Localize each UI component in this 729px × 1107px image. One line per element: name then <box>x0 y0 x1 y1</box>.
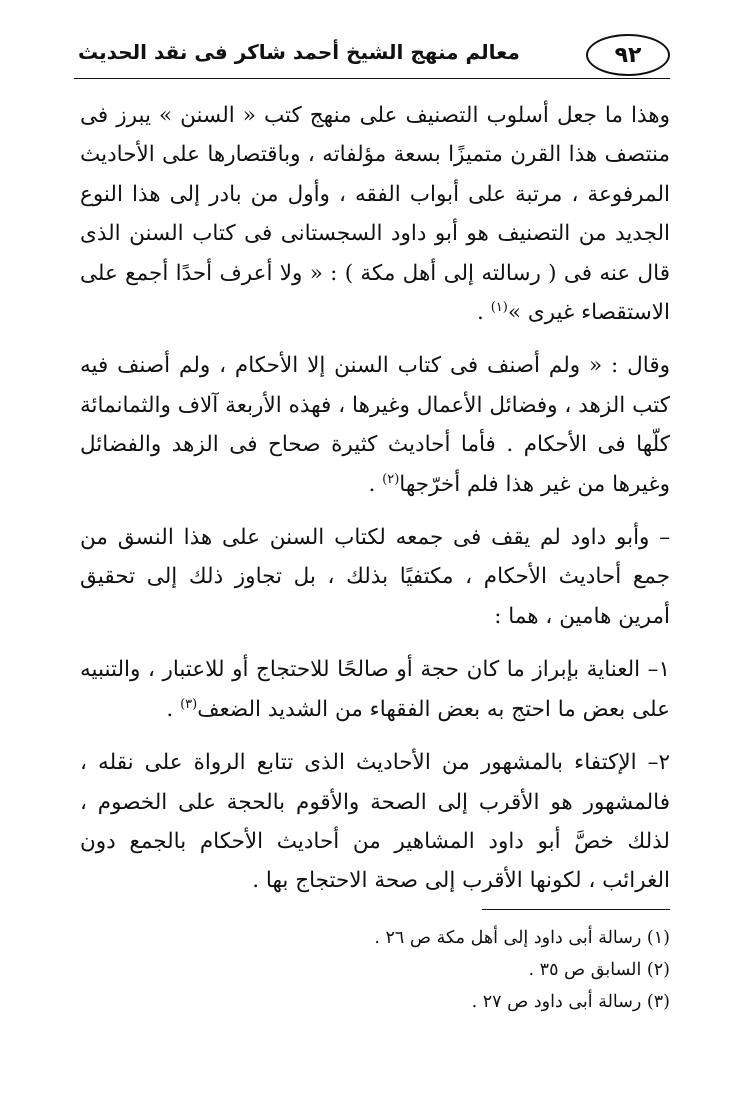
running-title: معالم منهج الشيخ أحمد شاكر فى نقد الحديث <box>78 40 520 64</box>
paragraph-text: وقال : « ولم أصنف فى كتاب السنن إلا الأحكام ، ولم أصنف فيه كتب الزهد ، وفضائل الأعمال وغيرها ، فهذه الأربعة آلاف والثمانمائة كلّها فى الأحكام . فأما أحاديث كثيرة صحاح فى الزهد والفضائل وغيرها من غير هذا فلم أخرّجها <box>80 353 670 497</box>
footnotes <box>80 922 670 1018</box>
footnote-marker: (٢) <box>382 471 400 487</box>
header-rule <box>74 78 670 79</box>
paragraph-2 <box>80 346 670 504</box>
footnote-marker: (٣) <box>180 696 198 712</box>
footnote-2: (٢) السابق ص ٣٥ . <box>528 960 670 980</box>
paragraph-text: وهذا ما جعل أسلوب التصنيف على منهج كتب « السنن » يبرز فى منتصف هذا القرن متميزًا بسعة مؤلفاته ، وباقتصارها على الأحاديث المرفوعة ، مرتبة على أبواب الفقه ، وأول من بادر إلى هذا النوع الجديد من التصنيف هو أبو داود السجستانى فى كتاب السنن الذى قال عنه فى ( رسالته إلى أهل مكة ) : « ولا أعرف أحدًا أجمع على الاستقصاء غيرى » <box>80 103 670 326</box>
paragraph-end: . <box>477 300 491 326</box>
paragraph-4 <box>80 650 670 729</box>
page-number: ٩٢ <box>586 34 670 76</box>
paragraph-1 <box>80 96 670 332</box>
paragraph-text: ٢– الإكتفاء بالمشهور من الأحاديث الذى تتابع الرواة على نقله ، فالمشهور هو الأقرب إلى الصحة والأقوم بالحجة على الخصوم ، لذلك خصَّ أبو داود المشاهير من أحاديث الأحكام بالجمع دون الغرائب ، لكونها الأقرب إلى صحة الاحتجاج بها . <box>80 750 670 894</box>
paragraph-5 <box>80 743 670 901</box>
paragraph-3 <box>80 518 670 636</box>
paragraph-text: ١– العناية بإبراز ما كان حجة أو صالحًا للاحتجاج أو للاعتبار ، والتنبيه على بعض ما احتج به بعض الفقهاء من الشديد الضعف <box>80 657 670 722</box>
paragraph-end: . <box>368 471 383 497</box>
footnote-rule <box>482 909 670 910</box>
body-text <box>80 96 670 915</box>
footnote-marker: (١) <box>490 299 508 315</box>
footnote-1: (١) رسالة أبى داود إلى أهل مكة ص ٢٦ . <box>374 928 670 948</box>
paragraph-text: – وأبو داود لم يقف فى جمعه لكتاب السنن على هذا النسق من جمع أحاديث الأحكام ، مكتفيًا بذلك ، بل تجاوز ذلك إلى تحقيق أمرين هامين ، هما : <box>80 525 670 629</box>
page-header <box>74 30 670 80</box>
footnote-3: (٣) رسالة أبى داود ص ٢٧ . <box>471 992 670 1012</box>
paragraph-end: . <box>166 696 181 722</box>
